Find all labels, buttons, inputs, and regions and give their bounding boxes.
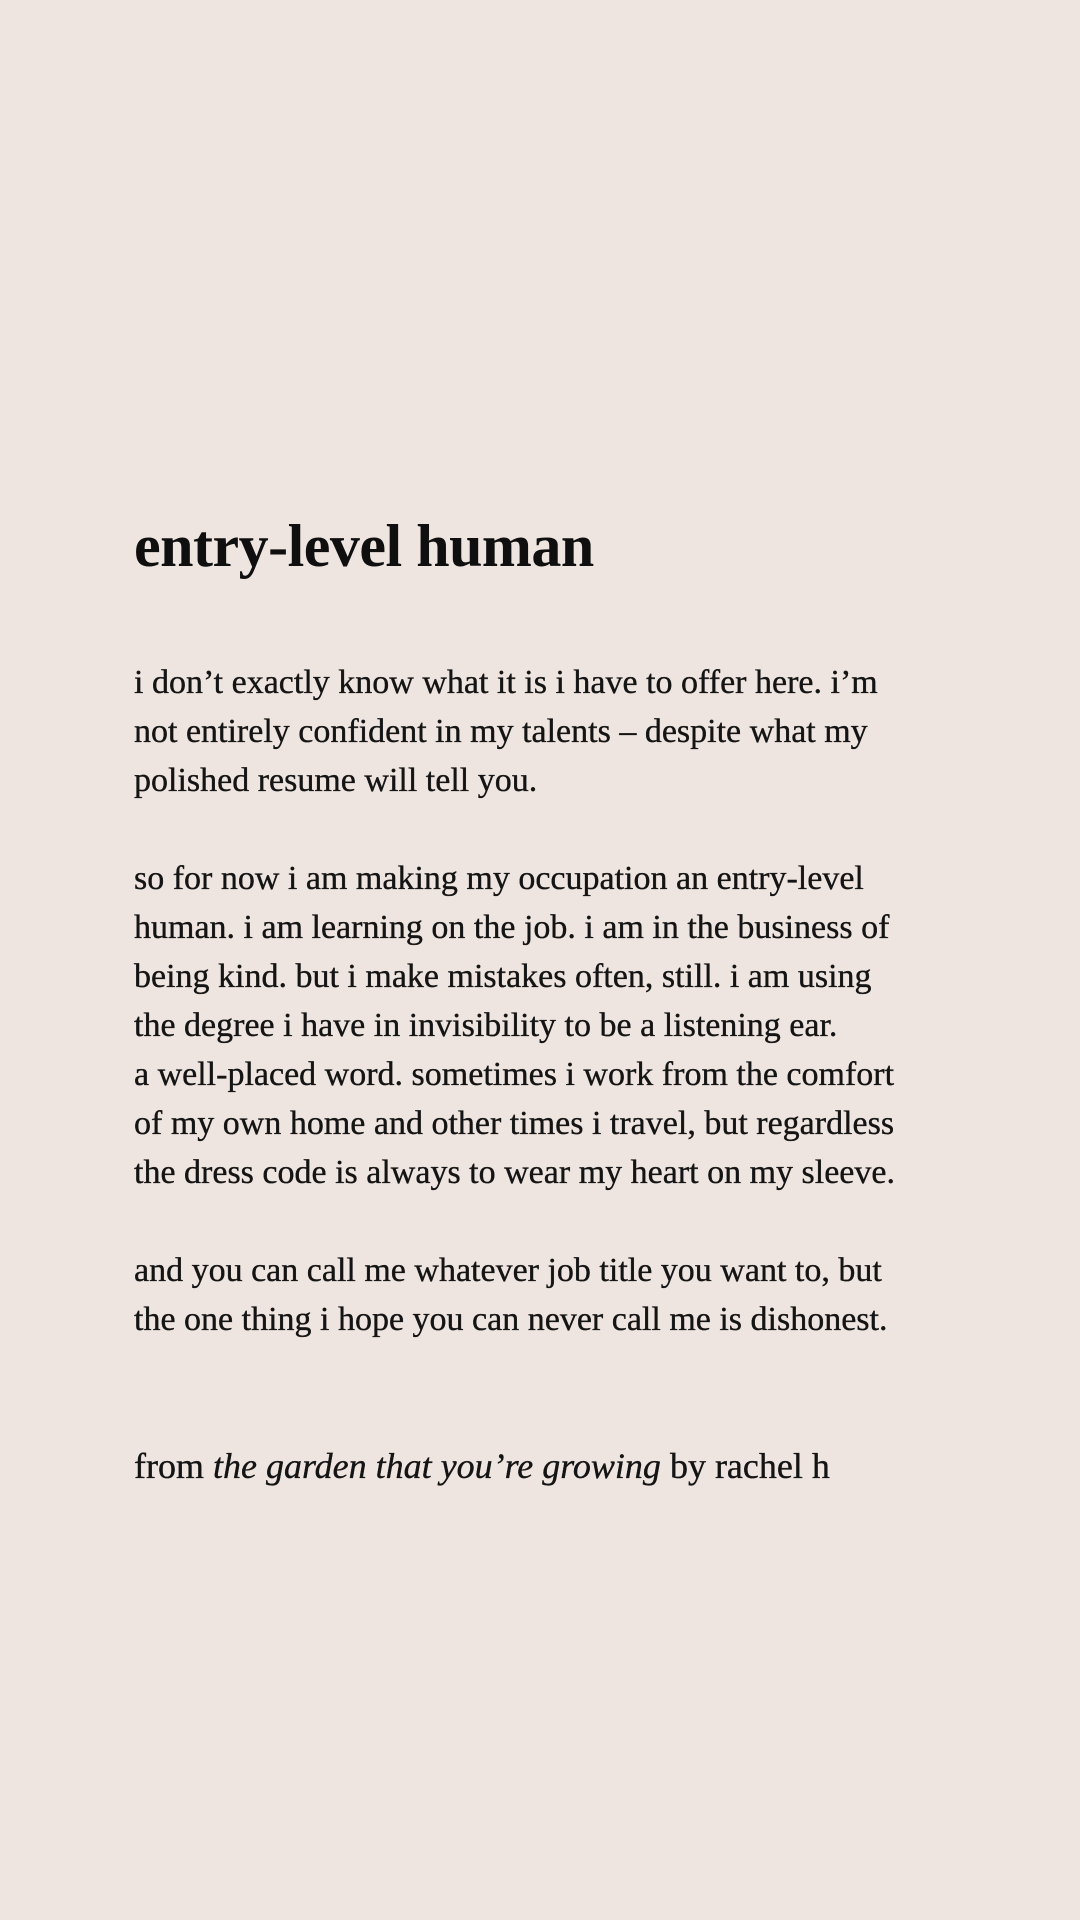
- poem-body: [134, 658, 994, 1344]
- poem-line: the degree i have in invisibility to be a listening ear.: [134, 1007, 838, 1044]
- attribution: [134, 1442, 994, 1491]
- poem-line: the one thing i hope you can never call me is dishonest.: [134, 1301, 888, 1338]
- book-title: the garden that you’re growing: [212, 1446, 661, 1486]
- poem-line: i don’t exactly know what it is i have to offer here. i’m: [134, 664, 878, 701]
- poem-line: and you can call me whatever job title you want to, but: [134, 1252, 882, 1289]
- poem-line: being kind. but i make mistakes often, still. i am using: [134, 958, 872, 995]
- stanza-3: [134, 1246, 994, 1344]
- stanza-1: [134, 658, 994, 805]
- poem-line: so for now i am making my occupation an entry-level: [134, 860, 864, 897]
- stanza-2: [134, 854, 994, 1197]
- poem-line: polished resume will tell you.: [134, 762, 538, 799]
- attribution-prefix: from: [134, 1446, 204, 1486]
- poem-line: a well-placed word. sometimes i work from the comfort: [134, 1056, 895, 1093]
- poem-line: of my own home and other times i travel, but regardless: [134, 1105, 895, 1142]
- poem-line: the dress code is always to wear my heart on my sleeve.: [134, 1154, 895, 1191]
- poem-line: human. i am learning on the job. i am in the business of: [134, 909, 890, 946]
- poem-page: [134, 510, 994, 1491]
- attribution-author: by rachel h: [669, 1446, 830, 1486]
- poem-line: not entirely confident in my talents – despite what my: [134, 713, 868, 750]
- poem-title: entry-level human: [134, 513, 594, 579]
